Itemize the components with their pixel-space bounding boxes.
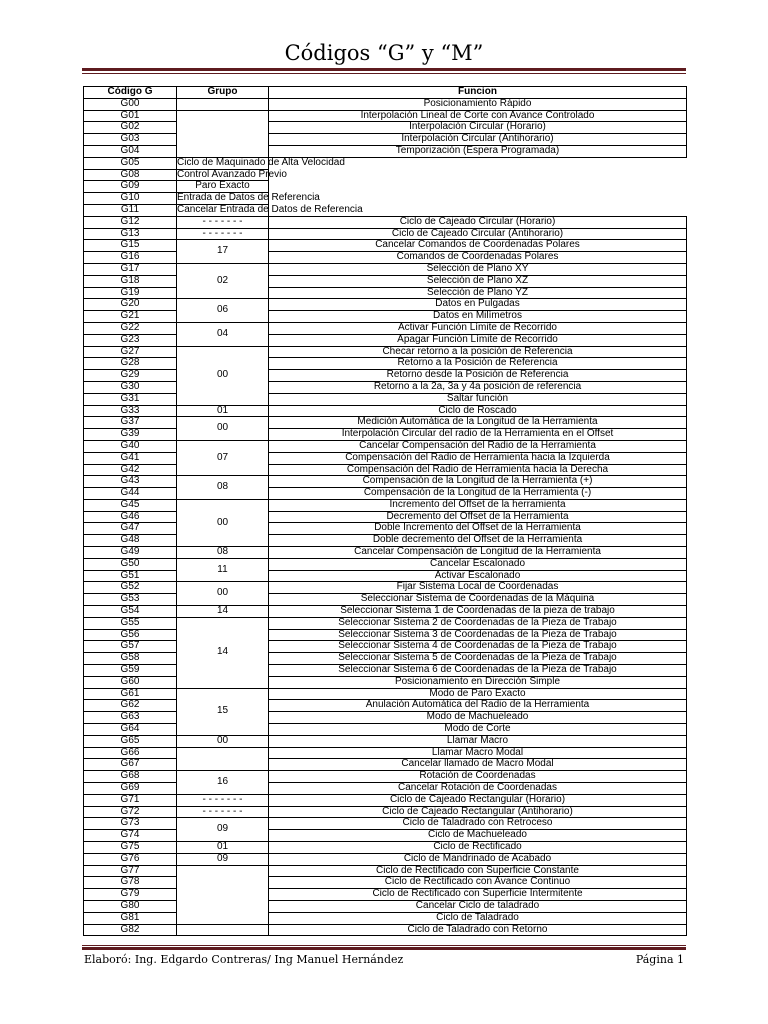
table-row [84, 747, 687, 759]
table-row [84, 157, 687, 169]
table-row [84, 594, 687, 606]
table-row [84, 263, 687, 275]
table-row [84, 169, 687, 181]
cell-function: Interpolación Circular del radio de la Herramienta en el Offset [269, 429, 687, 441]
cell-function: Entrada de Datos de Referencia [177, 192, 320, 204]
cell-group: 00 [177, 735, 269, 747]
cell-code: G63 [84, 712, 177, 724]
table-row [84, 452, 687, 464]
table-row [84, 429, 687, 441]
cell-function: Rotación de Coordenadas [269, 771, 687, 783]
table-row [84, 145, 687, 157]
cell-function: Modo de Machueleado [269, 712, 687, 724]
table-row [84, 216, 687, 228]
cell-code: G27 [84, 346, 177, 358]
cell-function: Anulación Automática del Radio de la Herramienta [269, 700, 687, 712]
cell-code: G48 [84, 535, 177, 547]
cell-code: G54 [84, 606, 177, 618]
cell-group: 07 [177, 440, 269, 475]
cell-group: 01 [177, 842, 269, 854]
table-row [84, 653, 687, 665]
cell-code: G78 [84, 877, 177, 889]
table-row [84, 830, 687, 842]
table-row [84, 617, 687, 629]
cell-function: Selección de Plano XY [269, 263, 687, 275]
cell-code: G77 [84, 865, 177, 877]
cell-function: Activar Función Límite de Recorrido [269, 322, 687, 334]
table-row [84, 193, 687, 205]
table-row [84, 358, 687, 370]
cell-function: Checar retorno a la posición de Referencia [269, 346, 687, 358]
cell-code: G56 [84, 629, 177, 641]
cell-group: 00 [177, 417, 269, 441]
cell-group [177, 924, 269, 936]
table-row [84, 724, 687, 736]
footer-page-number: Página 1 [635, 953, 684, 966]
table-row [84, 771, 687, 783]
table-row [84, 370, 687, 382]
cell-function: Ciclo de Machueleado [269, 830, 687, 842]
cell-function: Compensación de la Longitud de la Herramienta (+) [269, 476, 687, 488]
cell-function: Seleccionar Sistema de Coordenadas de la Máquina [269, 594, 687, 606]
cell-code: G43 [84, 476, 177, 488]
cell-group: 00 [177, 499, 269, 546]
cell-code: G03 [84, 134, 177, 146]
cell-code: G16 [84, 252, 177, 264]
table-row [84, 476, 687, 488]
cell-code: G37 [84, 417, 177, 429]
table-row [84, 794, 687, 806]
table-row [84, 417, 687, 429]
cell-function: Compensación de la Longitud de la Herramienta (-) [269, 488, 687, 500]
cell-code: G19 [84, 287, 177, 299]
cell-group: 17 [177, 240, 269, 264]
cell-function: Ciclo de Maquinado de Alta Velocidad [177, 156, 345, 168]
footer-divider [82, 947, 686, 950]
cell-group: 00 [177, 346, 269, 405]
cell-code: G65 [84, 735, 177, 747]
cell-function: Ciclo de Cajeado Rectangular (Horario) [269, 794, 687, 806]
cell-code: G29 [84, 370, 177, 382]
table-row [84, 889, 687, 901]
cell-group [177, 747, 269, 771]
cell-code: G81 [84, 912, 177, 924]
cell-function: Ciclo de Cajeado Rectangular (Antihorario) [269, 806, 687, 818]
table-row [84, 818, 687, 830]
table-row [84, 322, 687, 334]
cell-function: Ciclo de Rectificado con Superficie Constante [269, 865, 687, 877]
table-row [84, 535, 687, 547]
cell-code: G22 [84, 322, 177, 334]
table-row [84, 98, 687, 110]
table-header-row [84, 87, 687, 99]
table-row [84, 558, 687, 570]
table-row [84, 606, 687, 618]
table-row [84, 924, 687, 936]
header-divider-thin [82, 73, 686, 74]
cell-group: 15 [177, 688, 269, 735]
cell-code: G64 [84, 724, 177, 736]
table-row [84, 676, 687, 688]
cell-function: Ciclo de Taladrado con Retroceso [269, 818, 687, 830]
table-row [84, 665, 687, 677]
cell-function: Temporización (Espera Programada) [269, 145, 687, 157]
cell-function: Seleccionar Sistema 1 de Coordenadas de la pieza de trabajo [269, 606, 687, 618]
cell-function: Selección de Plano XZ [269, 275, 687, 287]
cell-function: Ciclo de Cajeado Circular (Antihorario) [269, 228, 687, 240]
cell-code: G76 [84, 853, 177, 865]
cell-code: G67 [84, 759, 177, 771]
table-row [84, 381, 687, 393]
cell-code: G33 [84, 405, 177, 417]
cell-function: Modo de Corte [269, 724, 687, 736]
cell-code: G40 [84, 440, 177, 452]
cell-function: Ciclo de Cajeado Circular (Horario) [269, 216, 687, 228]
cell-code: G09 [84, 181, 177, 193]
cell-code: G72 [84, 806, 177, 818]
cell-code: G71 [84, 794, 177, 806]
cell-function: Datos en Pulgadas [269, 299, 687, 311]
cell-code: G41 [84, 452, 177, 464]
cell-function: Interpolación Circular (Antihorario) [269, 134, 687, 146]
cell-code: G12 [84, 216, 177, 228]
cell-function: Apagar Función Límite de Recorrido [269, 334, 687, 346]
table-row [84, 275, 687, 287]
cell-function: Interpolación Circular (Horario) [269, 122, 687, 134]
table-row [84, 629, 687, 641]
cell-code: G04 [84, 145, 177, 157]
table-row [84, 688, 687, 700]
cell-code: G73 [84, 818, 177, 830]
cell-code: G08 [84, 169, 177, 181]
cell-code: G59 [84, 665, 177, 677]
table-row [84, 700, 687, 712]
table-row [84, 134, 687, 146]
cell-function: Seleccionar Sistema 3 de Coordenadas de la Pieza de Trabajo [269, 629, 687, 641]
cell-code: G61 [84, 688, 177, 700]
cell-function: Llamar Macro [269, 735, 687, 747]
cell-code: G68 [84, 771, 177, 783]
cell-code: G05 [84, 157, 177, 169]
table-row [84, 393, 687, 405]
cell-function: Cancelar Escalonado [269, 558, 687, 570]
cell-function: Llamar Macro Modal [269, 747, 687, 759]
cell-function: Ciclo de Mandrinado de Acabado [269, 853, 687, 865]
cell-function: Comandos de Coordenadas Polares [269, 252, 687, 264]
cell-code: G28 [84, 358, 177, 370]
g-codes-table [83, 86, 687, 936]
table-row [84, 110, 687, 122]
cell-function: Cancelar Compensación del Radio de la Herramienta [269, 440, 687, 452]
cell-code: G23 [84, 334, 177, 346]
cell-code: G39 [84, 429, 177, 441]
table-row [84, 334, 687, 346]
cell-group: 08 [177, 547, 269, 559]
table-row [84, 464, 687, 476]
cell-code: G69 [84, 783, 177, 795]
cell-function: Ciclo de Roscado [269, 405, 687, 417]
cell-function: Datos en Milímetros [269, 311, 687, 323]
table-row [84, 228, 687, 240]
column-header-code: Código G [84, 87, 177, 99]
cell-group: 16 [177, 771, 269, 795]
table-row [84, 900, 687, 912]
cell-code: G31 [84, 393, 177, 405]
cell-group: 02 [177, 263, 269, 298]
cell-code: G60 [84, 676, 177, 688]
table-row [84, 488, 687, 500]
cell-function: Seleccionar Sistema 6 de Coordenadas de la Pieza de Trabajo [269, 665, 687, 677]
cell-group: - - - - - - - [177, 794, 269, 806]
cell-function: Fijar Sistema Local de Coordenadas [269, 582, 687, 594]
cell-function: Cancelar llamado de Macro Modal [269, 759, 687, 771]
cell-function: Incremento del Offset de la herramienta [269, 499, 687, 511]
cell-code: G55 [84, 617, 177, 629]
cell-function: Ciclo de Rectificado [269, 842, 687, 854]
table-row [84, 240, 687, 252]
cell-group: 08 [177, 476, 269, 500]
cell-code: G11 [84, 204, 177, 216]
cell-group: 04 [177, 322, 269, 346]
footer-author: Elaboró: Ing. Edgardo Contreras/ Ing Manuel Hernández [84, 953, 404, 966]
table-row [84, 405, 687, 417]
cell-function: Saltar función [269, 393, 687, 405]
cell-code: G20 [84, 299, 177, 311]
cell-function: Retorno desde la Posición de Referencia [269, 370, 687, 382]
cell-group: - - - - - - - [177, 216, 269, 228]
cell-function: Ciclo de Taladrado [269, 912, 687, 924]
cell-function: Selección de Plano YZ [269, 287, 687, 299]
table-row [84, 712, 687, 724]
cell-function: Decremento del Offset de la Herramienta [269, 511, 687, 523]
cell-function: Ciclo de Rectificado con Superficie Intermitente [269, 889, 687, 901]
table-row [84, 287, 687, 299]
table-row [84, 912, 687, 924]
cell-code: G10 [84, 193, 177, 205]
cell-function: Cancelar Comandos de Coordenadas Polares [269, 240, 687, 252]
column-header-group: Grupo [177, 87, 269, 99]
cell-code: G52 [84, 582, 177, 594]
cell-function: Cancelar Ciclo de taladrado [269, 900, 687, 912]
cell-code: G53 [84, 594, 177, 606]
cell-group: 09 [177, 853, 269, 865]
cell-code: G80 [84, 900, 177, 912]
cell-function: Doble decremento del Offset de la Herramienta [269, 535, 687, 547]
cell-function: Seleccionar Sistema 4 de Coordenadas de la Pieza de Trabajo [269, 641, 687, 653]
cell-code: G13 [84, 228, 177, 240]
table-row [84, 735, 687, 747]
cell-code: G66 [84, 747, 177, 759]
cell-function: Paro Exacto [177, 181, 269, 193]
cell-function: Retorno a la Posición de Referencia [269, 358, 687, 370]
cell-code: G58 [84, 653, 177, 665]
table-body [84, 98, 687, 936]
cell-function: Posicionamiento en Dirección Simple [269, 676, 687, 688]
cell-function: Doble Incremento del Offset de la Herramienta [269, 523, 687, 535]
cell-code: G50 [84, 558, 177, 570]
table-row [84, 252, 687, 264]
cell-function: Activar Escalonado [269, 570, 687, 582]
cell-code: G18 [84, 275, 177, 287]
table-row [84, 853, 687, 865]
cell-code: G00 [84, 98, 177, 110]
table-row [84, 299, 687, 311]
table-row [84, 641, 687, 653]
cell-function: Retorno a la 2a, 3a y 4a posición de referencia [269, 381, 687, 393]
table-row [84, 511, 687, 523]
table-row [84, 122, 687, 134]
cell-function: Medición Automática de la Longitud de la Herramienta [269, 417, 687, 429]
table-row [84, 181, 687, 193]
cell-code: G74 [84, 830, 177, 842]
cell-function: Compensación del Radio de Herramienta hacia la Izquierda [269, 452, 687, 464]
table-row [84, 204, 687, 216]
cell-code: G82 [84, 924, 177, 936]
table-row [84, 842, 687, 854]
cell-group: 06 [177, 299, 269, 323]
cell-code: G44 [84, 488, 177, 500]
cell-group [177, 98, 269, 110]
cell-code: G51 [84, 570, 177, 582]
cell-group: 14 [177, 617, 269, 688]
cell-function: Posicionamiento Rápido [269, 98, 687, 110]
table-row [84, 311, 687, 323]
table-row [84, 346, 687, 358]
cell-function: Cancelar Rotación de Coordenadas [269, 783, 687, 795]
cell-function: Control Avanzado Previo [177, 168, 287, 180]
cell-group: 00 [177, 582, 269, 606]
cell-group: 01 [177, 405, 269, 417]
cell-code: G21 [84, 311, 177, 323]
table-row [84, 570, 687, 582]
table-row [84, 783, 687, 795]
table-row [84, 877, 687, 889]
footer-divider-thin [82, 945, 686, 946]
cell-function: Ciclo de Rectificado con Avance Continuo [269, 877, 687, 889]
cell-code: G49 [84, 547, 177, 559]
cell-code: G01 [84, 110, 177, 122]
page-title: Códigos “G” y “M” [284, 41, 484, 65]
cell-code: G47 [84, 523, 177, 535]
column-header-function: Funcion [269, 87, 687, 99]
cell-code: G75 [84, 842, 177, 854]
cell-code: G17 [84, 263, 177, 275]
cell-function: Modo de Paro Exacto [269, 688, 687, 700]
table-row [84, 759, 687, 771]
table-row [84, 440, 687, 452]
table-row [84, 806, 687, 818]
cell-function: Cancelar Entrada de Datos de Referencia [177, 203, 363, 215]
cell-function: Cancelar Compensación de Longitud de la Herramienta [269, 547, 687, 559]
table-row [84, 582, 687, 594]
cell-code: G62 [84, 700, 177, 712]
cell-group: - - - - - - - [177, 228, 269, 240]
header-divider [82, 68, 686, 71]
cell-group: 09 [177, 818, 269, 842]
table-row [84, 499, 687, 511]
table-row [84, 547, 687, 559]
cell-group [177, 110, 269, 157]
cell-function: Interpolación Lineal de Corte con Avance Controlado [269, 110, 687, 122]
cell-code: G46 [84, 511, 177, 523]
cell-function: Ciclo de Taladrado con Retorno [269, 924, 687, 936]
cell-code: G79 [84, 889, 177, 901]
table-row [84, 865, 687, 877]
cell-code: G15 [84, 240, 177, 252]
cell-code: G02 [84, 122, 177, 134]
cell-group: - - - - - - - [177, 806, 269, 818]
cell-group: 11 [177, 558, 269, 582]
cell-function: Compensación del Radio de Herramienta hacia la Derecha [269, 464, 687, 476]
cell-code: G30 [84, 381, 177, 393]
cell-code: G45 [84, 499, 177, 511]
table-row [84, 523, 687, 535]
cell-function: Seleccionar Sistema 2 de Coordenadas de la Pieza de Trabajo [269, 617, 687, 629]
cell-code: G57 [84, 641, 177, 653]
cell-code: G42 [84, 464, 177, 476]
cell-function: Seleccionar Sistema 5 de Coordenadas de la Pieza de Trabajo [269, 653, 687, 665]
cell-group [177, 865, 269, 924]
cell-group: 14 [177, 606, 269, 618]
